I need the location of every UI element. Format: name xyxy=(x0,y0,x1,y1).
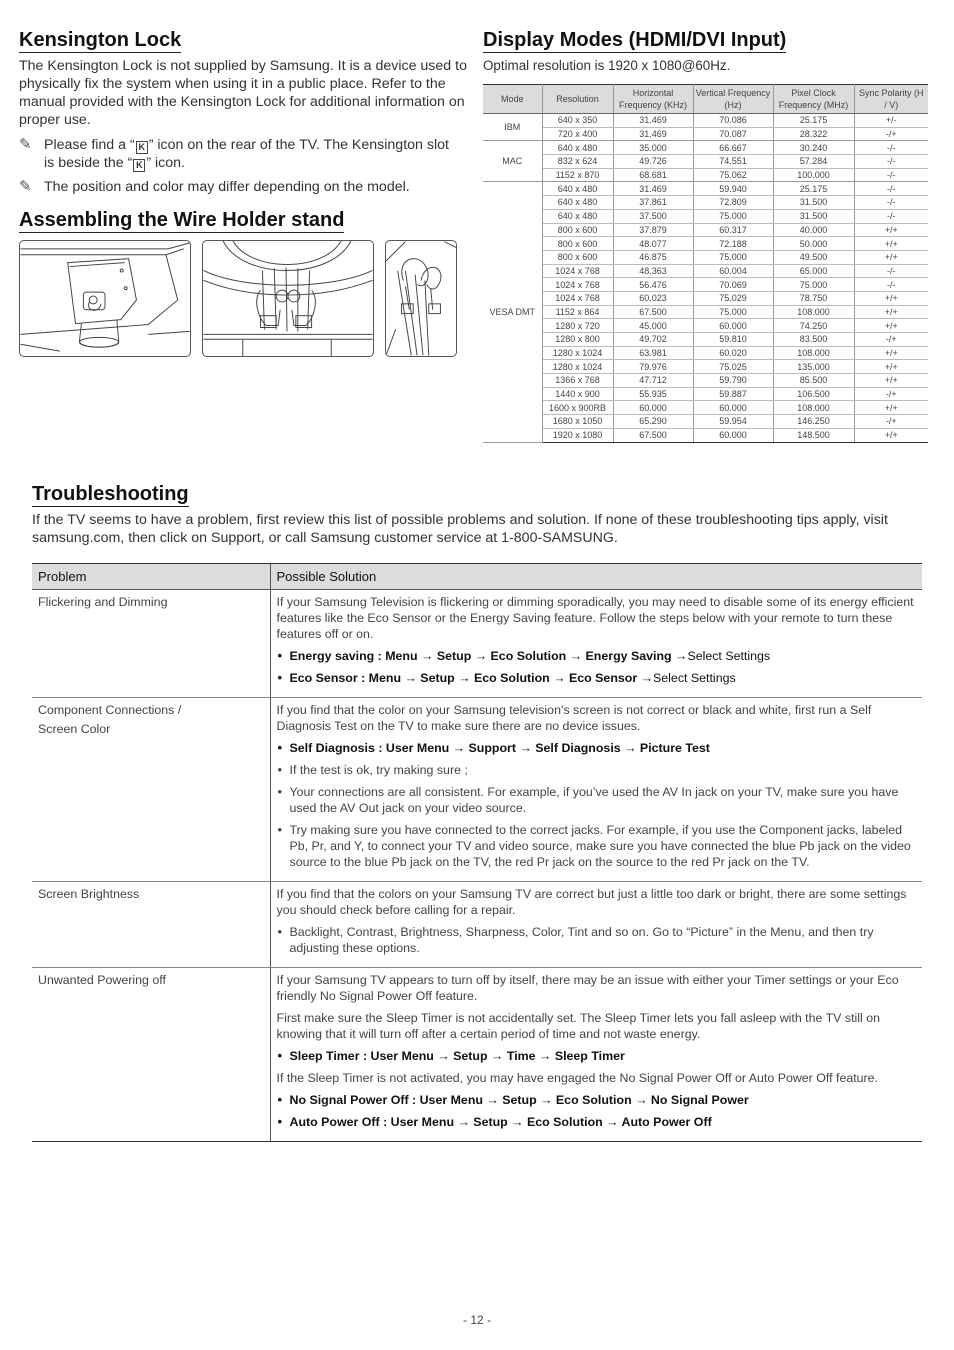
table-cell: -/- xyxy=(854,196,928,210)
problem-cell xyxy=(32,968,270,1142)
table-cell: +/+ xyxy=(854,291,928,305)
solution-paragraph: If you find that the color on your Samsung television’s screen is not correct or black and white, first run a Self Diagnosis Test on the TV to make sure there are no device issues. xyxy=(276,703,872,733)
troubleshooting-header-row xyxy=(32,564,922,590)
table-row xyxy=(483,182,928,196)
table-cell: 60.000 xyxy=(693,401,773,415)
table-cell: 720 x 400 xyxy=(542,127,613,141)
solution-list xyxy=(277,648,917,686)
table-row xyxy=(32,698,922,882)
table-cell: +/+ xyxy=(854,223,928,237)
table-cell: 31.469 xyxy=(613,127,693,141)
table-cell: 37.500 xyxy=(613,209,693,223)
table-cell: 1680 x 1050 xyxy=(542,415,613,429)
table-cell: 66.667 xyxy=(693,141,773,155)
table-cell: 59.810 xyxy=(693,333,773,347)
item-text: Energy saving : Menu → Setup → Eco Solution → Energy Saving → xyxy=(289,649,688,663)
table-cell: 45.000 xyxy=(613,319,693,333)
note2-text: The position and color may differ depending on the model. xyxy=(44,179,410,195)
table-row xyxy=(483,333,928,347)
item-text: Self Diagnosis : User Menu → Support → Self Diagnosis → Picture Test xyxy=(289,741,710,755)
kensington-lock-icon: K xyxy=(133,159,145,172)
table-row xyxy=(483,346,928,360)
table-cell: 800 x 600 xyxy=(542,237,613,251)
table-cell: -/- xyxy=(854,168,928,182)
table-cell: 1024 x 768 xyxy=(542,278,613,292)
table-cell: 50.000 xyxy=(773,237,854,251)
table-cell: 60.000 xyxy=(613,401,693,415)
table-cell: 60.023 xyxy=(613,291,693,305)
table-cell: 68.681 xyxy=(613,168,693,182)
kensington-title: Kensington Lock xyxy=(19,29,182,51)
table-row xyxy=(483,291,928,305)
problem-line: Component Connections / xyxy=(38,703,182,717)
table-row xyxy=(483,223,928,237)
note1-text-a: Please find a “ xyxy=(44,137,135,153)
table-cell: -/+ xyxy=(854,127,928,141)
table-cell: 48.363 xyxy=(613,264,693,278)
troubleshooting-title: Troubleshooting xyxy=(32,483,189,505)
table-cell: 1152 x 864 xyxy=(542,305,613,319)
solution-list xyxy=(277,1092,917,1130)
solution-paragraph: If your Samsung Television is flickering or dimming sporadically, you may need to disable some of its energy efficient features like the Eco Sensor or the Energy Saving feature. Follow the steps below with your remote to turn these features off or on. xyxy=(276,595,914,641)
problem-line: Screen Brightness xyxy=(38,887,140,901)
table-cell: 60.004 xyxy=(693,264,773,278)
table-cell: 640 x 480 xyxy=(542,196,613,210)
item-text: Try making sure you have connected to the correct jacks. For example, if you use the Component jacks, labeled Pb, Pr, and Y, to connect your TV and video source, make sure you have connected the blue Pb jack on the video source to the blue Pb jack on the TV, the red Pr jack on the source to the red Pr jack on the TV. xyxy=(289,823,911,869)
solution-cell xyxy=(270,698,922,882)
table-cell: 70.086 xyxy=(693,114,773,128)
table-cell: +/+ xyxy=(854,374,928,388)
table-cell: 59.954 xyxy=(693,415,773,429)
item-text: Backlight, Contrast, Brightness, Sharpness, Color, Tint and so on. Go to “Picture” in the Menu, and then try adjusting these options. xyxy=(289,925,874,955)
menu-path-item xyxy=(277,670,917,686)
table-row xyxy=(483,127,928,141)
menu-path-item xyxy=(277,1092,917,1108)
table-cell: -/- xyxy=(854,264,928,278)
table-cell: 47.712 xyxy=(613,374,693,388)
table-cell: 59.790 xyxy=(693,374,773,388)
table-row xyxy=(483,114,928,128)
table-row xyxy=(32,968,922,1142)
table-cell: 640 x 480 xyxy=(542,209,613,223)
table-cell: -/- xyxy=(854,141,928,155)
table-cell: 37.879 xyxy=(613,223,693,237)
item-text: Sleep Timer : User Menu → Setup → Time → Sleep Timer xyxy=(289,1049,625,1063)
solution-item xyxy=(277,924,917,956)
table-cell: 74.551 xyxy=(693,155,773,169)
table-cell: 83.500 xyxy=(773,333,854,347)
table-cell: 1024 x 768 xyxy=(542,264,613,278)
note1-text-b: ” icon on the rear of the TV. The Kensington slot is beside the “ xyxy=(44,137,449,171)
solution-paragraph: If you find that the colors on your Samsung TV are correct but just a little too dark or bright, there are some settings you should check before calling for a repair. xyxy=(276,887,907,917)
table-row xyxy=(483,360,928,374)
table-cell: +/- xyxy=(854,114,928,128)
problem-cell xyxy=(32,698,270,882)
table-cell: 46.875 xyxy=(613,250,693,264)
table-cell: -/+ xyxy=(854,333,928,347)
table-cell: 25.175 xyxy=(773,182,854,196)
item-tail-text: Select Settings xyxy=(687,649,771,663)
table-row xyxy=(483,264,928,278)
table-cell: 1440 x 900 xyxy=(542,387,613,401)
table-cell: +/+ xyxy=(854,360,928,374)
solution-paragraph: First make sure the Sleep Timer is not accidentally set. The Sleep Timer lets you fall asleep with the TV still on knowing that it will turn off after a certain period of time and not waste energy. xyxy=(276,1011,881,1041)
table-cell: 49.726 xyxy=(613,155,693,169)
menu-path-item xyxy=(277,1114,917,1130)
table-cell: -/- xyxy=(854,182,928,196)
problem-line: Unwanted Powering off xyxy=(38,973,166,987)
table-cell: 135.000 xyxy=(773,360,854,374)
table-cell: 49.500 xyxy=(773,250,854,264)
table-cell: 146.250 xyxy=(773,415,854,429)
problem-line: Screen Color xyxy=(38,722,111,736)
solution-list xyxy=(277,1048,917,1064)
column-header: Sync Polarity (H / V) xyxy=(854,85,928,114)
table-cell: -/+ xyxy=(854,415,928,429)
table-cell: 67.500 xyxy=(613,305,693,319)
table-row xyxy=(483,428,928,442)
problem-line: Flickering and Dimming xyxy=(38,595,168,609)
table-cell: +/+ xyxy=(854,250,928,264)
table-cell: 800 x 600 xyxy=(542,223,613,237)
table-cell: 78.750 xyxy=(773,291,854,305)
solution-paragraph: If your Samsung TV appears to turn off by itself, there may be an issue with either your Timer settings or your Eco friendly No Signal Power Off feature. xyxy=(276,973,899,1003)
wire-holder-clip-drawing xyxy=(203,241,373,356)
table-cell: 106.500 xyxy=(773,387,854,401)
table-cell: +/+ xyxy=(854,401,928,415)
table-row xyxy=(483,401,928,415)
table-row xyxy=(483,237,928,251)
item-text: Your connections are all consistent. For example, if you’ve used the AV In jack on your TV, make sure you have used the AV Out jack on your video source. xyxy=(289,785,899,815)
problem-cell xyxy=(32,882,270,968)
table-row xyxy=(483,415,928,429)
table-row xyxy=(483,250,928,264)
table-cell: 55.935 xyxy=(613,387,693,401)
solution-item xyxy=(277,822,917,870)
table-row xyxy=(32,882,922,968)
table-cell: 108.000 xyxy=(773,401,854,415)
solution-cell xyxy=(270,590,922,698)
cable-bundle-drawing xyxy=(386,241,456,356)
table-row xyxy=(32,590,922,698)
table-cell: 75.025 xyxy=(693,360,773,374)
table-cell: +/+ xyxy=(854,319,928,333)
mode-cell: MAC xyxy=(483,141,542,182)
column-header: Horizontal Frequency (KHz) xyxy=(613,85,693,114)
kensington-lock-icon: K xyxy=(136,141,148,154)
table-cell: 60.000 xyxy=(693,319,773,333)
table-cell: 60.020 xyxy=(693,346,773,360)
table-cell: 31.469 xyxy=(613,114,693,128)
table-cell: 70.069 xyxy=(693,278,773,292)
solution-list xyxy=(277,924,917,956)
table-cell: -/+ xyxy=(854,387,928,401)
table-cell: +/+ xyxy=(854,346,928,360)
table-cell: +/+ xyxy=(854,237,928,251)
table-row xyxy=(483,387,928,401)
table-cell: 108.000 xyxy=(773,346,854,360)
wire-holder-illustration-3 xyxy=(385,240,457,357)
table-cell: 75.000 xyxy=(773,278,854,292)
solution-list xyxy=(277,740,917,870)
table-cell: 31.500 xyxy=(773,196,854,210)
table-cell: 85.500 xyxy=(773,374,854,388)
solution-item xyxy=(277,784,917,816)
table-cell: +/+ xyxy=(854,305,928,319)
table-row xyxy=(483,168,928,182)
tv-back-stand-drawing xyxy=(20,241,190,356)
wire-holder-illustration-1 xyxy=(19,240,191,357)
table-cell: 74.250 xyxy=(773,319,854,333)
item-text: If the test is ok, try making sure ; xyxy=(289,763,468,777)
item-text: No Signal Power Off : User Menu → Setup → Eco Solution → No Signal Power xyxy=(289,1093,749,1107)
kensington-note-1 xyxy=(19,136,459,172)
table-cell: 59.940 xyxy=(693,182,773,196)
table-cell: 25.175 xyxy=(773,114,854,128)
table-cell: 100.000 xyxy=(773,168,854,182)
kensington-note-2 xyxy=(19,178,459,196)
table-row xyxy=(483,305,928,319)
table-cell: 108.000 xyxy=(773,305,854,319)
table-cell: 35.000 xyxy=(613,141,693,155)
table-cell: 60.000 xyxy=(693,428,773,442)
menu-path-item xyxy=(277,648,917,664)
column-header: Resolution xyxy=(542,85,613,114)
table-cell: 832 x 624 xyxy=(542,155,613,169)
table-cell: 800 x 600 xyxy=(542,250,613,264)
display-modes-title: Display Modes (HDMI/DVI Input) xyxy=(483,29,787,51)
table-cell: 60.317 xyxy=(693,223,773,237)
display-modes-table xyxy=(483,84,928,443)
note1-text-c: ” icon. xyxy=(146,155,185,171)
table-cell: 56.476 xyxy=(613,278,693,292)
display-modes-subtitle: Optimal resolution is 1920 x 1080@60Hz. xyxy=(483,58,731,73)
table-cell: 75.029 xyxy=(693,291,773,305)
table-row xyxy=(483,141,928,155)
table-cell: 75.000 xyxy=(693,305,773,319)
troubleshooting-table xyxy=(32,563,922,1142)
table-cell: 31.469 xyxy=(613,182,693,196)
table-cell: 48.077 xyxy=(613,237,693,251)
table-cell: 640 x 480 xyxy=(542,141,613,155)
table-row xyxy=(483,278,928,292)
table-row xyxy=(483,374,928,388)
solution-cell xyxy=(270,882,922,968)
pencil-note-icon: ✎ xyxy=(19,136,32,153)
menu-path-item xyxy=(277,1048,917,1064)
table-cell: 70.087 xyxy=(693,127,773,141)
table-cell: 79.976 xyxy=(613,360,693,374)
solution-column-header: Possible Solution xyxy=(270,564,922,590)
table-cell: -/- xyxy=(854,155,928,169)
table-cell: 1600 x 900RB xyxy=(542,401,613,415)
item-tail-text: Select Settings xyxy=(653,671,736,685)
table-cell: 75.062 xyxy=(693,168,773,182)
table-cell: +/+ xyxy=(854,428,928,442)
item-text: Auto Power Off : User Menu → Setup → Eco Solution → Auto Power Off xyxy=(289,1115,712,1129)
mode-cell: IBM xyxy=(483,114,542,141)
table-cell: -/- xyxy=(854,278,928,292)
table-cell: 59.887 xyxy=(693,387,773,401)
table-cell: 28.322 xyxy=(773,127,854,141)
table-cell: 75.000 xyxy=(693,250,773,264)
table-cell: 57.284 xyxy=(773,155,854,169)
table-cell: 37.861 xyxy=(613,196,693,210)
mode-cell: VESA DMT xyxy=(483,182,542,442)
page-number: - 12 - xyxy=(462,1313,491,1327)
pencil-note-icon: ✎ xyxy=(19,178,32,195)
table-cell: 1920 x 1080 xyxy=(542,428,613,442)
table-cell: 65.290 xyxy=(613,415,693,429)
solution-paragraph: If the Sleep Timer is not activated, you may have engaged the No Signal Power Off or Auto Power Off feature. xyxy=(276,1071,879,1085)
table-cell: 1280 x 1024 xyxy=(542,360,613,374)
table-row xyxy=(483,209,928,223)
table-cell: 148.500 xyxy=(773,428,854,442)
item-text: Eco Sensor : Menu → Setup → Eco Solution → Eco Sensor → xyxy=(289,671,654,685)
table-cell: 67.500 xyxy=(613,428,693,442)
kensington-body: The Kensington Lock is not supplied by Samsung. It is a device used to physically fix the system when using it in a public place. Refer to the manual provided with the Kensington Lock for additional information on proper use. xyxy=(19,58,467,128)
solution-cell xyxy=(270,968,922,1142)
wire-holder-title: Assembling the Wire Holder stand xyxy=(19,209,345,231)
table-row xyxy=(483,155,928,169)
column-header: Mode xyxy=(483,85,542,114)
solution-item xyxy=(277,762,917,778)
table-cell: 1366 x 768 xyxy=(542,374,613,388)
table-cell: 1280 x 1024 xyxy=(542,346,613,360)
table-cell: 63.981 xyxy=(613,346,693,360)
wire-holder-illustration-2 xyxy=(202,240,374,357)
table-cell: 75.000 xyxy=(693,209,773,223)
table-cell: 1152 x 870 xyxy=(542,168,613,182)
table-cell: 72.809 xyxy=(693,196,773,210)
table-cell: 1280 x 720 xyxy=(542,319,613,333)
table-cell: 49.702 xyxy=(613,333,693,347)
table-cell: 72.188 xyxy=(693,237,773,251)
table-cell: 640 x 480 xyxy=(542,182,613,196)
table-cell: 1280 x 800 xyxy=(542,333,613,347)
table-cell: -/- xyxy=(854,209,928,223)
table-cell: 65.000 xyxy=(773,264,854,278)
table-cell: 640 x 350 xyxy=(542,114,613,128)
table-row xyxy=(483,319,928,333)
table-cell: 30.240 xyxy=(773,141,854,155)
problem-cell xyxy=(32,590,270,698)
table-cell: 1024 x 768 xyxy=(542,291,613,305)
problem-column-header: Problem xyxy=(32,564,270,590)
menu-path-item xyxy=(277,740,917,756)
column-header: Vertical Frequency (Hz) xyxy=(693,85,773,114)
table-row xyxy=(483,196,928,210)
column-header: Pixel Clock Frequency (MHz) xyxy=(773,85,854,114)
table-cell: 40.000 xyxy=(773,223,854,237)
troubleshooting-intro: If the TV seems to have a problem, first review this list of possible problems and solution. If none of these troubleshooting tips apply, visit samsung.com, then click on Support, or call Samsung customer service at 1-800-SAMSUNG. xyxy=(32,512,888,546)
display-modes-header-row xyxy=(483,85,928,114)
table-cell: 31.500 xyxy=(773,209,854,223)
